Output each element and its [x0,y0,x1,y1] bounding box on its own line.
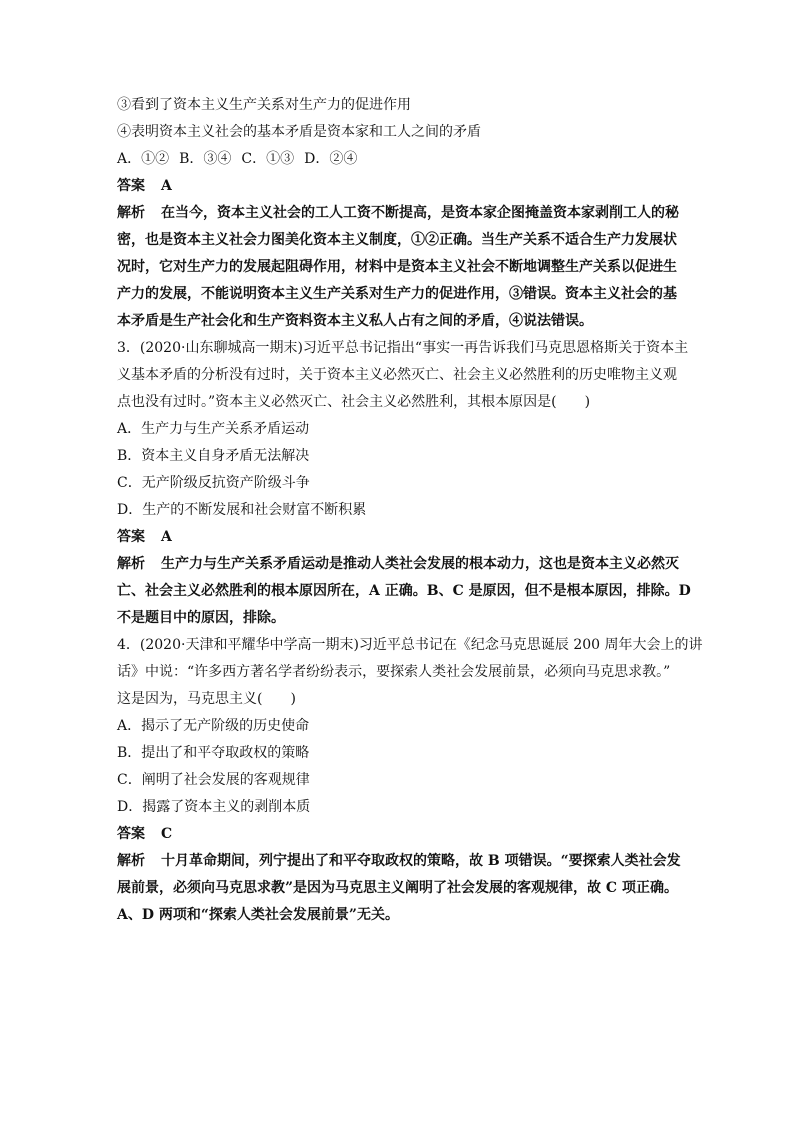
answer-label: 答案 [117,178,145,194]
analysis-label: 解析 [117,853,145,869]
analysis-line: 十月革命期间，列宁提出了和平夺取政权的策略，故 B 项错误。“要探索人类社会发 [161,853,681,869]
analysis-label: 解析 [117,556,145,572]
q4-option-d: D．揭露了资本主义的剥削本质 [117,799,311,815]
q3-option-c: C．无产阶级反抗资产阶级斗争 [117,475,310,491]
stem-line: 话》中说：“许多西方著名学者纷纷表示，要探索人类社会发展前景，必须向马克思求教。” [117,664,671,680]
q3-analysis [117,551,691,632]
q2-choice-c: C．①③ [241,151,295,167]
stem-line: 3．(2020·山东聊城高一期末)习近平总书记指出“事实一再告诉我们马克思恩格斯关于资本主 [117,340,689,356]
analysis-line: 密，也是资本主义社会力图美化资本主义制度，①②正确。当生产关系不适合生产力发展状 [117,232,677,248]
q3-option-a: A．生产力与生产关系矛盾运动 [117,421,310,437]
q2-choice-b: B．③④ [179,151,232,167]
q3-answer [117,524,677,551]
q4-stem [117,632,703,713]
q3-option-b: B．资本主义自身矛盾无法解决 [117,448,310,464]
analysis-line: A、D 两项和“探索人类社会发展前景”无关。 [117,907,399,923]
stem-line: 4．(2020·天津和平耀华中学高一期末)习近平总书记在《纪念马克思诞辰 200 周年大会上的讲 [117,637,703,653]
document-page [117,92,703,929]
stem-line: 这是因为，马克思主义( ) [117,691,296,707]
q2-choice-a: A．①② [117,151,170,167]
analysis-line: 展前景，必须向马克思求教”是因为马克思主义阐明了社会发展的客观规律，故 C 项正确。 [117,880,678,896]
analysis-line: 亡、社会主义必然胜利的根本原因所在，A 正确。B、C 是原因，但不是根本原因，排除。D [117,583,691,599]
analysis-line: 况时，它对生产力的发展起阻碍作用，材料中是资本主义社会不断地调整生产关系以促进生 [117,259,677,275]
analysis-line: 在当今，资本主义社会的工人工资不断提高，是资本家企图掩盖资本家剥削工人的秘 [161,205,679,221]
q4-option-a: A．揭示了无产阶级的历史使命 [117,718,310,734]
analysis-line: 不是题目中的原因，排除。 [117,610,285,626]
stem-line: 点也没有过时。”资本主义必然灭亡、社会主义必然胜利，其根本原因是( ) [117,394,591,410]
q4-analysis [117,848,681,929]
answer-value: A [161,529,172,545]
analysis-line: 本矛盾是生产社会化和生产资料资本主义私人占有之间的矛盾，④说法错误。 [117,313,593,329]
q4-option-b: B．提出了和平夺取政权的策略 [117,745,310,761]
answer-value: C [161,826,173,842]
answer-value: A [161,178,172,194]
answer-label: 答案 [117,826,145,842]
q2-choice-d: D．②④ [304,151,358,167]
answer-label: 答案 [117,529,145,545]
analysis-line: 产力的发展，不能说明资本主义生产关系对生产力的促进作用，③错误。资本主义社会的基 [117,286,677,302]
q3-stem [117,335,689,416]
analysis-label: 解析 [117,205,145,221]
q2-answer [117,173,677,200]
q4-answer [117,821,677,848]
q3-option-d: D．生产的不断发展和社会财富不断积累 [117,502,367,518]
q2-option-3: ③看到了资本主义生产关系对生产力的促进作用 [117,97,411,113]
q2-option-4: ④表明资本主义社会的基本矛盾是资本家和工人之间的矛盾 [117,124,481,140]
q2-choices [117,146,677,173]
stem-line: 义基本矛盾的分析没有过时，关于资本主义必然灭亡、社会主义必然胜利的历史唯物主义观 [117,367,677,383]
q2-analysis [117,200,677,335]
q4-option-c: C．阐明了社会发展的客观规律 [117,772,310,788]
analysis-line: 生产力与生产关系矛盾运动是推动人类社会发展的根本动力，这也是资本主义必然灭 [161,556,679,572]
